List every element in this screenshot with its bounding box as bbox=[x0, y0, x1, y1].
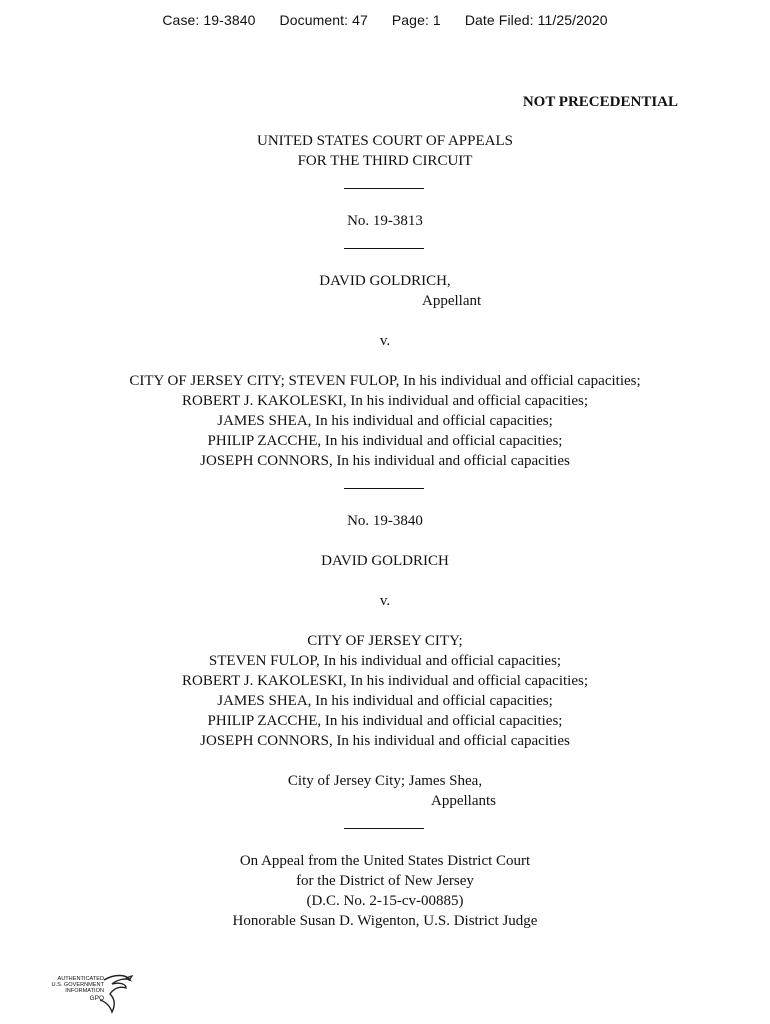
case1-defendant-line: PHILIP ZACCHE, In his individual and official capacities; bbox=[207, 433, 563, 449]
case2-defendant-line: PHILIP ZACCHE, In his individual and official capacities; bbox=[207, 713, 563, 729]
case1-number: No. 19-3813 bbox=[347, 213, 423, 229]
appeal-line1: On Appeal from the United States District Court bbox=[239, 853, 531, 869]
case2-defendant-line: CITY OF JERSEY CITY; bbox=[307, 633, 463, 649]
seal-text-line: AUTHENTICATED bbox=[57, 976, 104, 982]
divider-rule bbox=[344, 188, 424, 189]
not-precedential-label: NOT PRECEDENTIAL bbox=[522, 94, 678, 110]
appeal-line3: (D.C. No. 2-15-cv-00885) bbox=[306, 893, 464, 909]
appeal-line4: Honorable Susan D. Wigenton, U.S. District Judge bbox=[232, 913, 538, 929]
case1-defendant-line: CITY OF JERSEY CITY; STEVEN FULOP, In his individual and official capacities; bbox=[129, 373, 641, 389]
case2-appellants-role: Appellants bbox=[431, 793, 496, 809]
date-filed-header: Date Filed: 11/25/2020 bbox=[464, 12, 608, 28]
case2-appellants: City of Jersey City; James Shea, bbox=[287, 773, 483, 789]
case-number-header: Case: 19-3840 bbox=[162, 12, 256, 28]
case1-plaintiff: DAVID GOLDRICH, bbox=[319, 273, 451, 289]
case2-versus: v. bbox=[379, 593, 391, 609]
seal-text bbox=[44, 976, 104, 1002]
case2-defendant-line: JAMES SHEA, In his individual and official capacities; bbox=[217, 693, 553, 709]
case2-defendant-line: JOSEPH CONNORS, In his individual and official capacities bbox=[200, 733, 570, 749]
divider-rule bbox=[344, 248, 424, 249]
case2-defendant-line: ROBERT J. KAKOLESKI, In his individual and official capacities; bbox=[182, 673, 588, 689]
case1-defendant-line: JAMES SHEA, In his individual and official capacities; bbox=[217, 413, 553, 429]
case1-defendant-line: ROBERT J. KAKOLESKI, In his individual and official capacities; bbox=[182, 393, 588, 409]
court-name-line1: UNITED STATES COURT OF APPEALS bbox=[257, 133, 513, 149]
page-number-header: Page: 1 bbox=[391, 12, 441, 28]
seal-text-line: U.S. GOVERNMENT bbox=[51, 982, 104, 989]
case1-defendant-line: JOSEPH CONNORS, In his individual and official capacities bbox=[200, 453, 570, 469]
appeal-line2: for the District of New Jersey bbox=[296, 873, 474, 889]
seal-text-line: INFORMATION bbox=[65, 988, 104, 995]
gpo-authentication-seal bbox=[44, 972, 134, 1018]
court-name-line2: FOR THE THIRD CIRCUIT bbox=[297, 153, 473, 169]
seal-text-line: GPO bbox=[89, 994, 104, 1002]
eagle-icon bbox=[96, 972, 136, 1018]
case2-defendant-line: STEVEN FULOP, In his individual and official capacities; bbox=[208, 653, 562, 669]
case1-versus: v. bbox=[379, 333, 391, 349]
case1-plaintiff-role: Appellant bbox=[422, 293, 482, 309]
filing-header bbox=[0, 12, 770, 28]
divider-rule bbox=[344, 488, 424, 489]
document-number-header: Document: 47 bbox=[279, 12, 368, 28]
case2-plaintiff: DAVID GOLDRICH bbox=[321, 553, 449, 569]
divider-rule bbox=[344, 828, 424, 829]
case2-number: No. 19-3840 bbox=[347, 513, 423, 529]
